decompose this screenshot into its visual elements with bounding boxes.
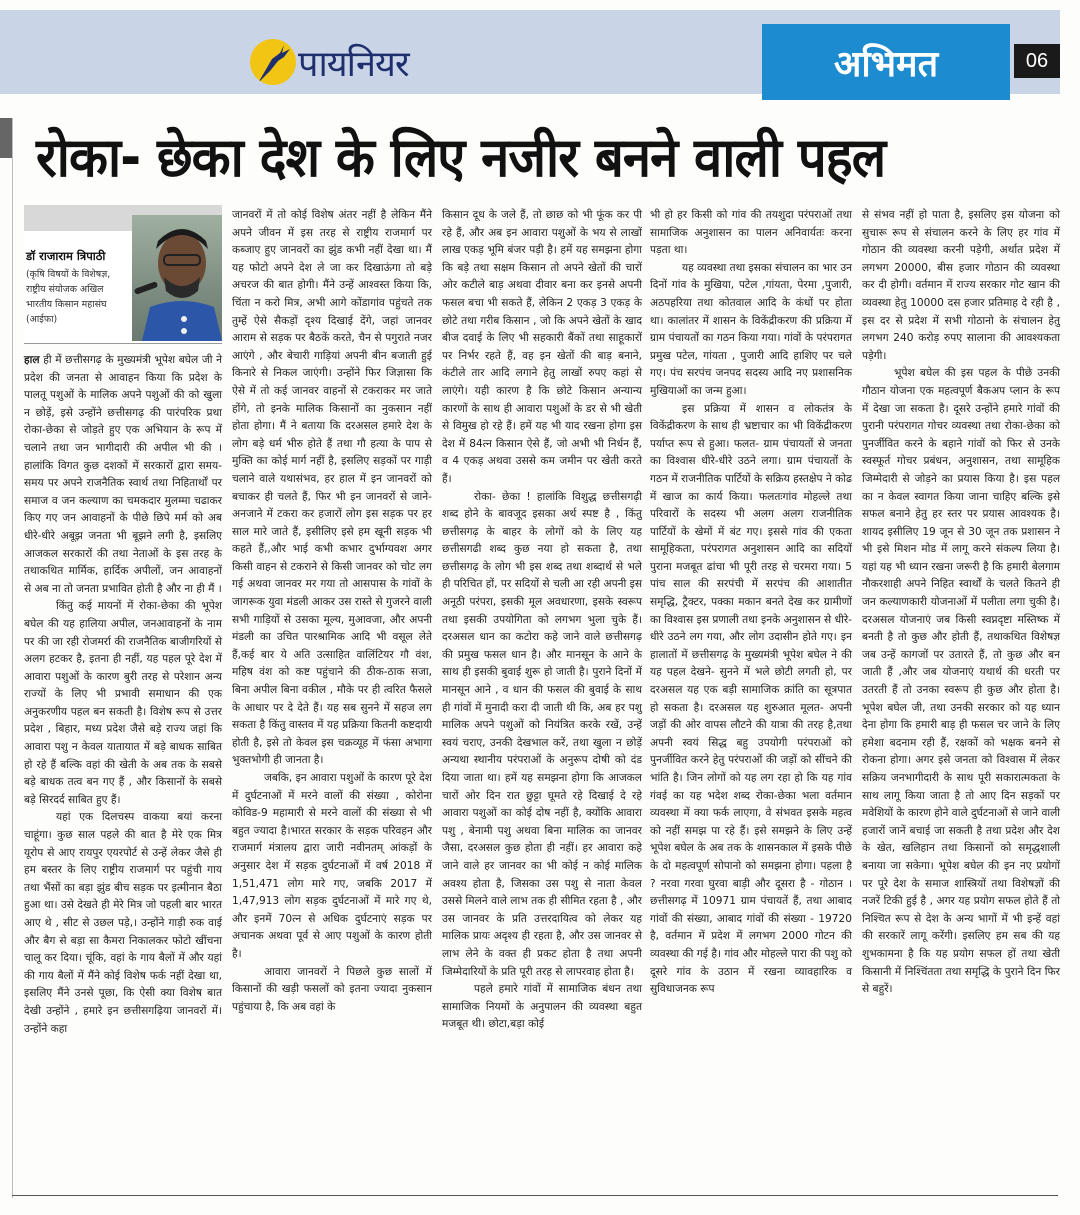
section-badge bbox=[762, 24, 1010, 100]
newspaper-logo[interactable] bbox=[250, 32, 409, 92]
paragraph: जानवरों में तो कोई विशेष अंतर नहीं है लेकिन मैंने अपने जीवन में इस तरह से राष्ट्रीय राजमार्ग पर कब्जाए हुए जानवरों का झुंड कभी नहीं देखा था। मैं यह फोटो अपने देश ले जा कर दिखाऊंगा तो बड़े अचरज की बात होगी। मैंने उन्हें आश्वस्त किया कि, चिंता न करो मित्र, अभी आगे कोंडागांव पहुंचते तक तुम्हें ऐसे सैकड़ों दृश्य दिखाई देंगे, जहां जानवर आराम से सड़क पर बैठकें करते, चैन से पगुराते नजर आएंगे , और बेचारी गाड़ियां अपनी बीन बजाती हुई किनारे से निकल जाएंगी। उन्होंने फिर जिज्ञासा कि ऐसे में तो कई जानवर वाहनों से टकराकर मर जाते होंगे, तो इनके मालिक किसानों का नुकसान नहीं होता होगा। मैं ने बताया कि दरअसल हमारे देश के लोग बड़े धर्म भीरु होते हैं तथा गौ हत्या के पाप से मुक्ति का कोई मार्ग नहीं है, इसलिए सड़कों पर गाड़ी चलाने वाले यथासंभव, हर हाल में इन जानवरों को बचाकर ही चलते हैं, फिर भी इन जानवरों से जाने-अनजाने में टकरा कर हजारों लोग इस सड़क पर हर साल मारे जाते हैं, इसीलिए इसे हम खूनी सड़क भी कहते हैं,,और भाई कभी कभार दुर्भाग्यवश अगर किसी वाहन से टकराने से किसी जानवर को चोट लग गई अथवा जानवर मर गया तो आसपास के गांवों के जागरूक युवा मंडली आकर उस रास्ते से गुजरने वाली सभी गाड़ियों से उसका मूल्य, मुआवजा, और अपनी मंडली का उचित पारश्रामिक आदि भी वसूल लेते हैं,कई बार ये अति उत्साहित वालिंटियर गौ वंश, महिष वंश को कष्ट पहुंचाने की ठीक-ठाक सजा, बिना अपील बिना वकील , मौके पर ही त्वरित फैसले के आधार पर दे देते हैं। यह सब सुनने में सहज लग सकता है किंतु वास्तव में यह प्रक्रिया कितनी कष्टदायी होती है, इसे तो केवल इस चक्रव्यूह में फंसा अभागा भुक्तभोगी ही जानता है। bbox=[232, 209, 432, 767]
author-photo bbox=[132, 215, 222, 341]
paragraph: यह व्यवस्था तथा इसका संचालन का भार उन दिनों गांव के मुखिया, पटेल ,गांयता, पेरमा ,पुजारी, अठपहरिया तथा कोतवाल आदि के कंधों पर होता था। कालांतर में शासन के विकेंद्रीकरण की प्रक्रिया में ग्राम पंचायतों का गठन किया गया। गांवों के परंपरागत प्रमुख पटेल, गांयता , पुजारी आदि हाशिए पर चले गए। पंच सरपंच जनपद सदस्य आदि नए प्रशासनिक मुखियाओं का जन्म हुआ। bbox=[650, 261, 852, 397]
paragraph: जबकि, इन आवारा पशुओं के कारण पूरे देश में दुर्घटनाओं में मरने वालों की संख्या , कोरोना कोविड-9 महामारी से मरने वालों की संख्या से भी बहुत ज्यादा है।भारत सरकार के सड़क परिवहन और राजमार्ग मंत्रालय द्वारा जारी नवीनतम् आंकड़ों के अनुसार देश में सड़क दुर्घटनाओं में वर्ष 2018 में 1,51,471 लोग मारे गए, जबकि 2017 में 1,47,913 लोग सड़क दुर्घटनाओं में मारे गए थे, और इनमें 70त्न से अधिक दुर्घटनाएं सड़क पर अचानक अथवा पूर्व से आए पशुओं के कारण होती है। bbox=[232, 772, 432, 960]
paragraph: किसान दूध के जले हैं, तो छाछ को भी फूंक कर पी रहे हैं, और अब इन आवारा पशुओं के भय से लाखों लाख एकड़ भूमि बंजर पड़ी है। हमें यह समझना होगा कि बड़े तथा सक्षम किसान तो अपने खेतों की चारों ओर कटीले बाड़ अथवा दीवार बना कर इनसे अपनी फसल बचा भी सकते हैं, लेकिन 2 एकड़ 3 एकड़ के छोटे तथा गरीब किसान , जो कि अपने खेतों के खाद बीज दवाई के लिए भी सहकारी बैंकों तथा साहूकारों पर निर्भर रहते हैं, वह इन खेतों की बाड़ बनाने, कंटीले तार आदि लगाने हेतु लाखों रुपए कहां से लाएंगे। यही कारण है कि छोटे किसान अन्यान्य कारणों के साथ ही आवारा पशुओं के डर से भी खेती से विमुख हो रहे हैं। हमें यह भी याद रखना होगा इस देश में 84त्न किसान ऐसे हैं, जो अभी भी निर्धन हैं, व 4 एकड़ अथवा उससे कम जमीन पर खेती करते हैं। bbox=[442, 209, 642, 485]
paragraph: भूपेश बघेल की इस पहल के पीछे उनकी गौठान योजना एक महत्वपूर्ण बैकअप प्लान के रूप में देखा जा सकता है। दूसरे उन्होंने हमारे गांवों की पुरानी परंपरागत गोचर व्यवस्था तथा रोका-छेका को पुनर्जीवित करने के बहाने गांवों को फिर से उनके स्वस्फूर्त गोचर प्रबंधन, अनुशासन, तथा सामूहिक जिम्मेदारी से जोड़ने का प्रयास किया है। इस पहल का न केवल स्वागत किया जाना चाहिए बल्कि इसे सफल बनाने हेतु हर स्तर पर प्रयास आवश्यक है। शायद इसीलिए 19 जून से 30 जून तक प्रशासन ने भी इसे मिशन मोड में लागू करने संकल्प लिया है। यहां यह भी ध्यान रखना जरूरी है कि हमारी बेलगाम नौकरशाही अपने निहित स्वार्थों के चलते कितने ही जन कल्याणकारी योजनाओं में पलीता लगा चुकी है। दरअसल योजनाएं जब किसी स्वप्नदृष्टा मस्तिष्क में बनती है तो कुछ और होती हैं, तथाकथित विशेषज्ञ जब उन्हें कागजों पर उतारते हैं, तो कुछ और बन जाती हैं ,और जब योजनाएं यथार्थ की धरती पर उतरती हैं तो उनका स्वरूप ही कुछ और होता है। भूपेश बघेल जी, तथा उनकी सरकार को यह ध्यान देना होगा कि हमारी बाड़ ही फसल चर जाने के लिए हमेशा बदनाम रही हैं, रक्षकों को भक्षक बनने से रोकना होगा। अगर इसे जनता को विश्वास में लेकर सक्रिय जनभागीदारी के साथ पूरी सकारात्मकता के साथ लागू किया जाता है तो आए दिन सड़कों पर मवेशियों के कारण होने वाले दुर्घटनाओं से जाने वाली हजारों जानें बचाई जा सकती है तथा प्रदेश और देश के खेत, खलिहान तथा किसानों को समृद्धशाली बनाया जा सकेगा। भूपेश बघेल की इन नए प्रयोगों पर पूरे देश के समाज शास्त्रियों तथा विशेषज्ञों की नजरें टिकी हुई है , अगर यह प्रयोग सफल होते हैं तो निश्चित रूप से देश के अन्य भागों में भी इन्हें वहां की सरकारें लागू करेंगी। इसलिए हम सब की यह शुभकामना है कि यह प्रयोग सफल हों तथा खेती किसानी में निश्चिंतता तथा समृद्धि के पुराने दिन फिर से बहुरें। bbox=[862, 367, 1060, 996]
article-column-2 bbox=[232, 207, 432, 1016]
article-column-4 bbox=[650, 207, 852, 999]
paragraph: किंतु कई मायनों में रोका-छेका की भूपेश बघेल की यह हालिया अपील, जनआवाहनों के नाम पर की जा रही रोजमर्रा की राजनैतिक बाजीगरियों से अलग हटकर है, इतना ही नहीं, यह पहल पूरे देश में आवारा पशुओं के कारण बुरी तरह से परेशान अन्य राज्यों के लिए भी प्रभावी समाधान की एक अनुकरणीय पहल बन सकती है। विशेष रूप से उत्तर प्रदेश , बिहार, मध्य प्रदेश जैसे बड़े राज्य जहां कि आवारा पशु न केवल यातायात में बड़े बाधक साबित हो रहे हैं बल्कि वहां की खेती के अब तक के सबसे बड़े बाधक तत्व बन गए हैं , और किसानों के सबसे बड़े सिरदर्द साबित हुए हैं। bbox=[24, 600, 222, 806]
section-label: अभिमत bbox=[833, 43, 939, 85]
logo-text: पायनियर bbox=[298, 43, 409, 85]
bottom-divider bbox=[12, 1195, 1058, 1196]
paragraph: से संभव नहीं हो पाता है, इसलिए इस योजना को सुचारू रूप से संचालन करने के लिए हर गांव में गोठान की व्यवस्था करनी पड़ेगी, अर्थात प्रदेश में लगभग 20000, बीस हजार गोठान की व्यवस्था कर दी होगी। वर्तमान में राज्य सरकार गोट खान की व्यवस्था हेतु 10000 दस हजार प्रतिमाह दे रही है , इस दर से प्रदेश में सभी गोठानो के संचालन हेतु लगभग 240 करोड़ रुपए सालाना की आवश्यकता पड़ेगी। bbox=[862, 209, 1060, 362]
paragraph: भी हो हर किसी को गांव की तयशुदा परंपराओं तथा सामाजिक अनुशासन का पालन अनिवार्यतः करना पड़ता था। bbox=[650, 209, 852, 257]
adjacent-page-edge bbox=[0, 118, 12, 158]
paragraph: पहले हमारे गांवों में सामाजिक बंधन तथा सामाजिक नियमों के अनुपालन की व्यवस्था बहुत मजबूत थी। छोटा,बड़ा कोई bbox=[442, 983, 642, 1031]
author-name: डॉ राजाराम त्रिपाठी bbox=[26, 249, 106, 263]
article-column-3 bbox=[442, 207, 642, 1034]
column-divider bbox=[12, 118, 13, 1198]
paragraph: आवारा जानवरों ने पिछले कुछ सालों में किसानों की खड़ी फसलों को इतना ज्यादा नुकसान पहुंचाया है, कि अब वहां के bbox=[232, 965, 432, 1013]
article-column-1 bbox=[24, 352, 222, 1038]
headline: रोका- छेका देश के लिए नजीर बनने वाली पहल bbox=[36, 126, 886, 189]
paragraph: इस प्रक्रिया में शासन व लोकतंत्र के विकेंद्रीकरण के साथ ही भ्रष्टाचार का भी विकेंद्रीकरण पर्याप्त रूप से हुआ। फलत- ग्राम पंचायतों से जनता का विश्वास धीरे-धीरे उठने लगा। ग्राम पंचायतों के गठन में राजनीतिक पार्टियों के सक्रिय हस्तक्षेप ने कोढ में खाज का कार्य किया। फलतःगांव मोहल्ले तथा परिवारों के सदस्य भी अलग अलग राजनीतिक पार्टियों के खेमों में बंट गए। इससे गांव की एकता सामूहिकता, परंपरागत अनुशासन आदि का सदियों पुराना मजबूत ढांचा भी पूरी तरह से चरमरा गया। 5 पांच साल की सरपंची में सरपंच की आशातीत समृद्धि, ट्रैक्टर, पक्का मकान बनते देख कर ग्रामीणों का विश्वास इस प्रणाली तथा इनके अनुशासन से धीरे-धीरे उठने लग गया, और लोग उदासीन होते गए। इन हालातों में छत्तीसगढ़ के मुख्यमंत्री भूपेश बघेल ने की यह पहल देखने- सुनने में भले छोटी लगती हो, पर दरअसल यह एक बड़ी सामाजिक क्रांति का सूत्रपात हो सकता है। दरअसल यह शुरुआत मूलत- अपनी जड़ों की ओर वापस लौटने की यात्रा की तरह है,तथा अपनी स्वयं सिद्ध बहु उपयोगी परंपराओं को पुनर्जीवित करने हेतु परंपराओं की जड़ों को सींचने की भांति है। जिन लोगों को यह लग रहा हो कि यह गांव गंवई का यह भदेश शब्द रोका-छेका भला वर्तमान व्यवस्था में क्या फर्क लाएगा, वे संभवत इसके महत्व को नहीं समझ पा रहे हैं। इसे समझने के लिए उन्हें भूपेश बघेल के अब तक के शासनकाल में इसके पीछे के दो महत्वपूर्ण सोपानो को समझना होगा। पहला है ? नरवा गरवा घुरवा बाड़ी और दूसरा है - गोठान । छत्तीसगढ़ में 10971 ग्राम पंचायतें हैं, तथा आबाद गांवों की संख्या, आबाद गांवों की संख्या - 19720 है, वर्तमान में प्रदेश में लगभग 2000 गोटन की व्यवस्था की गई है। गांव और मोहल्ले पारा की पशु को दूसरे गांव के उठान में रखना व्यावहारिक व सुविधाजनक रूप bbox=[650, 402, 852, 996]
author-box bbox=[24, 205, 222, 344]
paragraph: रोका- छेका ! हालांकि विशुद्ध छत्तीसगढ़ी शब्द होने के बावजूद इसका अर्थ स्पष्ट है , किंतु छत्तीसगढ़ के बाहर के लोगों को के लिए यह छत्तीसगढी शब्द कुछ नया हो सकता है, तथा छत्तीसगढ़ के लोग भी इस शब्द तथा शब्दार्थ से भले ही परिचित हों, पर सदियों से चली आ रही अपनी इस अनूठी परंपरा, इसकी मूल अवधारणा, इसके स्वरूप तथा इसकी उपयोगिता को लगभग भुला चुके हैं। दरअसल धान का कटोरा कहे जाने वाले छत्तीसगढ़ की प्रमुख फसल धान है। और मानसून के आने के साथ ही इसकी बुवाई शुरू हो जाती है। पुराने दिनों में मानसून आने , व धान की फसल की बुवाई के साथ ही गांवों में मुनादी करा दी जाती थी कि, अब हर पशु मालिक अपने पशुओं को नियंत्रित करके रखें, उन्हें स्वयं चराए, उनकी देखभाल करें, तथा खुला न छोड़ें अन्यथा स्थानीय परंपराओं के अनुरूप दोषी को दंड दिया जाता था। हमें यह समझना होगा कि आजकल चारों ओर दिन रात छुट्टा घूमते रहे दिखाई दे रहे आवारा पशुओं का कोई दोष नहीं है, क्योंकि आवारा पशु , बेनामी पशु अथवा बिना मालिक का जानवर जैसा, दरअसल कुछ होता ही नहीं। हर आवारा कहे जाने वाले हर जानवर का भी कोई न कोई मालिक अवश्य होता है, जिसका उस पशु से नाता केवल उससे मिलने वाले लाभ तक ही सीमित रहता है , और उस जानवर के प्रति उत्तरदायित्व को लेकर यह मालिक प्रायः अदृश्य ही रहता है, और उस जानवर से लाभ लेने के वक्त ही प्रकट होता है तथा अपनी जिम्मेदारियों के प्रति पूरी तरह से लापरवाह होता है। bbox=[442, 490, 642, 978]
paragraph: यहां एक दिलचस्प वाकया बयां करना चाहूंगा। कुछ साल पहले की बात है मेरे एक मित्र यूरोप से आए रायपुर एयरपोर्ट से उन्हें लेकर जैसे ही हम बस्तर के लिए राष्ट्रीय राजमार्ग पर पहुंची गाय तथा भैंसों का बड़ा झुंड बीच सड़क पर इत्मीनान बैठा हुआ था। उसे देखते ही मेरे मित्र जो पहली बार भारत आए थे , सीट से उछल पड़े,। उन्होंने गाड़ी रुक वाई और बैग से बड़ा सा कैमरा निकालकर फोटो खींचना चालू कर दिया। चूंकि, वहां के गाय बैलों में और यहां की गाय बैलों में मैंने कोई विशेष फर्क नहीं देखा था, इसलिए मैंने उनसे पूछा, कि ऐसी क्या विशेष बात देखी उन्होंने , हमारे इन छत्तीसगढ़िया जानवरों में। उन्होंने कहा bbox=[24, 811, 222, 1035]
paragraph: ही में छत्तीसगढ़ के मुख्यमंत्री भूपेश बघेल जी ने प्रदेश की जनता से आवाहन किया कि प्रदेश के पालतू पशुओं के मालिक अपने पशुओं की को खुला न छोड़ें, इसे उन्होंने छत्तीसगढ़ की पारंपरिक प्रथा रोका-छेका से जोड़ते हुए एक अभियान के रूप में चलाने तथा जन भागीदारी की अपील भी की । हालांकि विगत कुछ दशकों में सरकारों द्वारा समय-समय पर अपने राजनैतिक स्वार्थ तथा निहितार्थों पर समाज व जन कल्याण का चमकदार मुलम्मा चढाकर किए गए जन आवाहनों के पीछे छिपे मर्म को अब धीरे-धीरे अबूझ जनता भी बूझने लगी है, इसलिए आजकल सरकारों की तथा नेताओं के इस तरह के तथाकथित मार्मिक, हार्दिक अपीलों, जन आवाहनों से अब ना तो जनता प्रभावित होती है और ना ही मैं । bbox=[24, 354, 222, 595]
deer-icon bbox=[250, 39, 296, 85]
masthead bbox=[0, 10, 1060, 94]
page-number: 06 bbox=[1014, 44, 1060, 78]
article-column-5 bbox=[862, 207, 1060, 999]
author-description: (कृषि विषयों के विशेषज्ञ, राष्ट्रीय संयोजक अखिल भारतीय किसान महासंघ (आईफा) bbox=[26, 269, 111, 325]
lead-word: हाल bbox=[24, 354, 40, 366]
